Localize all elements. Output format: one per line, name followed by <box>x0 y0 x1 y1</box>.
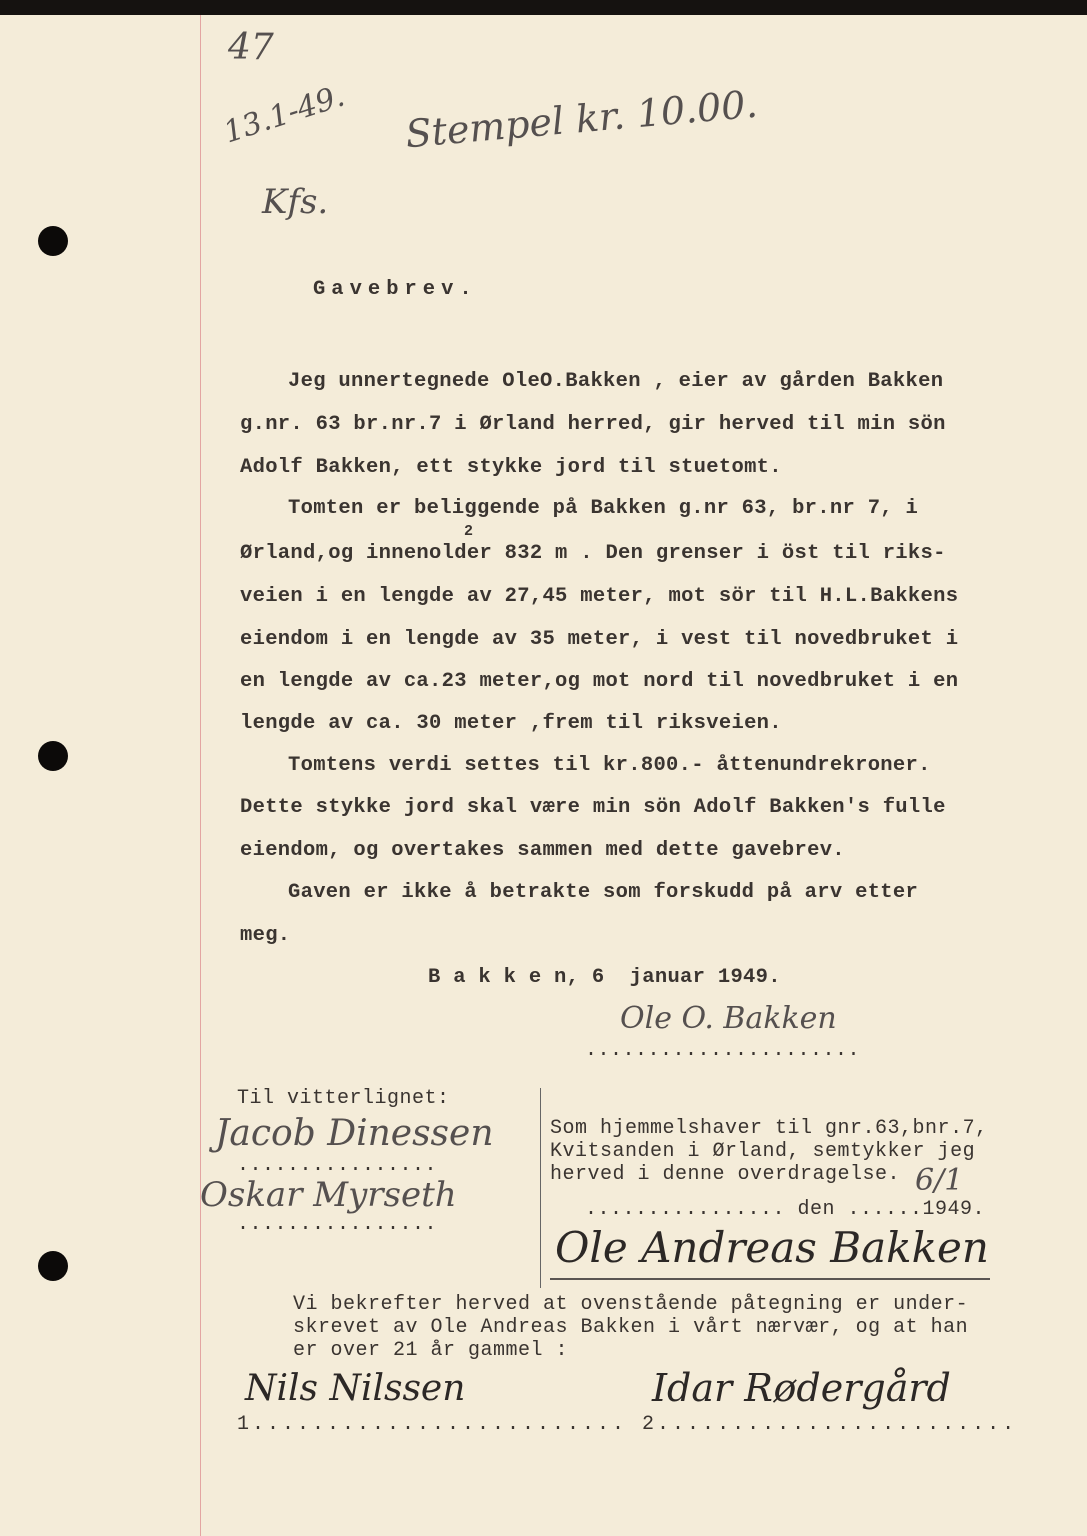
punch-hole <box>38 741 68 771</box>
scan-top-edge <box>0 0 1087 15</box>
bottom-dots-line: 1......................... 2........................ <box>237 1413 1018 1436</box>
signature-owner: Ole O. Bakken <box>620 1001 837 1036</box>
consent-line: Kvitsanden i Ørland, semtykker jeg <box>550 1140 976 1163</box>
place-date: B a k k e n, 6 januar 1949. <box>428 966 781 989</box>
body-line: Jeg unnertegnede OleO.Bakken , eier av gården Bakken <box>288 370 944 393</box>
body-line: Gaven er ikke å betrakte som forskudd på arv etter <box>288 881 919 904</box>
divider-line <box>550 1278 990 1280</box>
consent-line: herved i denne overdragelse. <box>550 1163 901 1186</box>
confirmation-line: Vi bekrefter herved at ovenstående påtegning er under- <box>293 1293 969 1316</box>
initials: Kfs. <box>262 182 329 222</box>
confirmation-line: er over 21 år gammel : <box>293 1339 569 1362</box>
bottom-signature-2: Idar Rødergård <box>652 1366 951 1410</box>
signature-owner-dots: ...................... <box>585 1039 861 1062</box>
bracket <box>540 1088 549 1288</box>
margin-line <box>200 15 201 1536</box>
bottom-signature-1: Nils Nilssen <box>245 1368 466 1409</box>
body-line: g.nr. 63 br.nr.7 i Ørland herred, gir herved til min sön <box>240 413 946 436</box>
punch-hole <box>38 226 68 256</box>
body-line: Tomten er beliggende på Bakken g.nr 63, br.nr 7, i <box>288 497 919 520</box>
witness-dots: ................ <box>237 1154 438 1177</box>
punch-hole <box>38 1251 68 1281</box>
document-title: Gavebrev. <box>313 278 478 301</box>
body-line: en lengde av ca.23 meter,og mot nord til novedbruket i en <box>240 670 959 693</box>
area-superscript: 2 <box>464 523 474 540</box>
body-line: lengde av ca. 30 meter ,frem til riksveien. <box>240 712 782 735</box>
witness-signature: Jacob Dinessen <box>215 1113 494 1154</box>
body-line: Tomtens verdi settes til kr.800.- åttenundrekroner. <box>288 754 931 777</box>
file-number: 47 <box>228 27 274 68</box>
witness-dots: ................ <box>237 1213 438 1236</box>
witness-signature: Oskar Myrseth <box>200 1175 457 1215</box>
stamp-note: Stempel kr. 10.00. <box>403 81 760 157</box>
body-line: veien i en lengde av 27,45 meter, mot sör til H.L.Bakkens <box>240 585 959 608</box>
file-date: 13.1-49. <box>219 78 349 151</box>
consent-line: Som hjemmelshaver til gnr.63,bnr.7, <box>550 1117 988 1140</box>
body-line: meg. <box>240 924 291 947</box>
body-line: eiendom, og overtakes sammen med dette gavebrev. <box>240 839 845 862</box>
confirmation-line: skrevet av Ole Andreas Bakken i vårt nærvær, og at han <box>293 1316 969 1339</box>
body-line: Dette stykke jord skal være min sön Adolf Bakken's fulle <box>240 796 946 819</box>
consent-date-handwritten: 6/1 <box>915 1163 964 1198</box>
body-line: eiendom i en lengde av 35 meter, i vest til novedbruket i <box>240 628 959 651</box>
consent-date-line: ................ den ......1949. <box>585 1198 986 1221</box>
body-line: Ørland,og innenolder 832 m . Den grenser i öst til riks- <box>240 542 946 565</box>
body-line: Adolf Bakken, ett stykke jord til stuetomt. <box>240 456 782 479</box>
signature-consent: Ole Andreas Bakken <box>555 1223 989 1272</box>
witness-label: Til vitterlignet: <box>237 1087 450 1110</box>
